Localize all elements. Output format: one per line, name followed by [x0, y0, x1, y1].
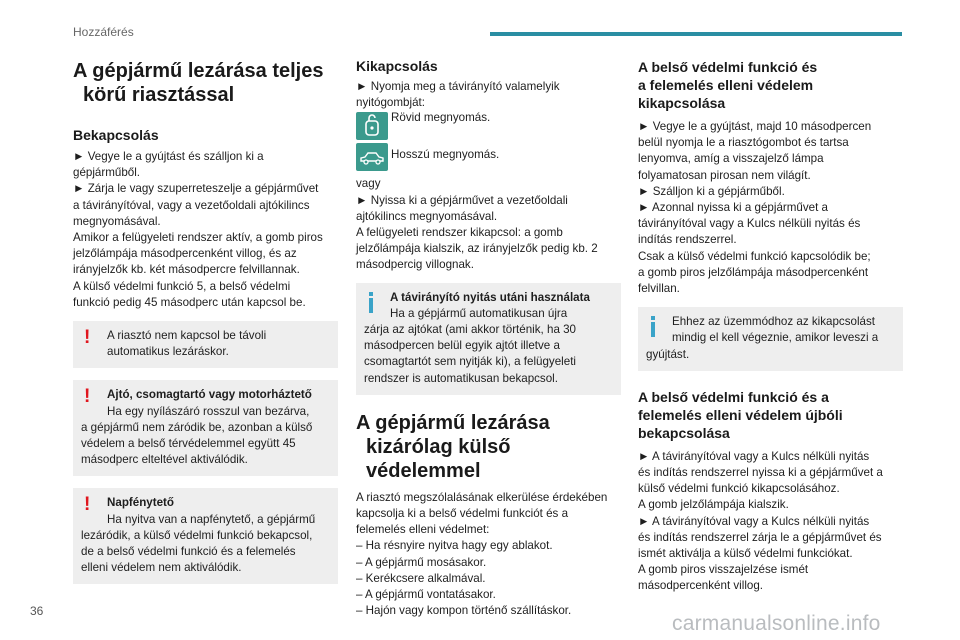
- kikapcsolas-text: ► Nyomja meg a távirányító valamelyik nyitógombját:: [356, 80, 560, 110]
- column-1: [73, 56, 338, 584]
- unlock-key-icon: [356, 112, 388, 140]
- key-short-press-label: Rövid megnyomás.: [391, 111, 491, 125]
- warning-box-remote-lock: ! A riasztó nem kapcsol be távoli automatikus lezáráskor.: [73, 321, 338, 368]
- warning-icon: !: [84, 386, 91, 408]
- info-box-remote: A távirányító nyitás utáni használata Ha a gépjármű automatikusan újra zárja az ajtókat (ami akkor történik, ha 30 másodpercen belül egyik ajtót illetve a csomagtartót sem nyitják ki), a felügyeleti rendszer is automatikusan bekapcsol.: [356, 283, 621, 395]
- page-title: A gépjármű lezárása teljes körű riasztással: [73, 60, 324, 106]
- interior-off-text: ► Vegye le a gyújtást, majd 10 másodpercen belül nyomja le a riasztógombot és tartsa lenyomva, amíg a visszajelző lámpa folyamatosan pirosan nem világít. ► Szálljon ki a gépjárműből. ► Azonnal nyissa ki a gépjárművet a távirányítóval vagy a Kulcs nélküli nyitás és indítás rendszerrel. Csak a külső védelmi funkció kapcsolódik be; a gomb piros jelzőlámpája másodpercenként felvillan.: [638, 120, 872, 296]
- info-icon: [651, 316, 655, 337]
- info-box-mode: Ehhez az üzemmódhoz az kikapcsolást mindig el kell végeznie, amikor leveszi a gyújtást.: [638, 307, 903, 371]
- kikapcsolas-text-2: vagy ► Nyissa ki a gépjárművet a vezetőoldali ajtókilincs megnyomásával. A felügyeleti rendszer kikapcsol: a gomb jelzőlámpája kialszik, az irányjelzők pedig kb. 2 másodpercig villognak.: [356, 177, 598, 272]
- key-short-press: [356, 112, 621, 142]
- page-number: 36: [30, 604, 44, 618]
- bekapcsolas-text: ► Vegye le a gyújtást és szálljon ki a gépjárműből. ► Zárja le vagy szuperreteszelje a gépjárművet a távirányítóval, vagy a vezetőoldali ajtókilincs megnyomásával. Amikor a felügyeleti rendszer aktív, a gomb piros jelzőlámpája másodpercenként villog, és az irányjelzők kb. két másodpercre felvillannak. A külső védelmi funkció 5, a belső védelmi funkció pedig 45 másodperc után kapcsol be.: [73, 150, 323, 309]
- info-icon: [369, 292, 373, 313]
- section-title-external: A gépjármű lezárása kizárólag külső védelemmel: [356, 411, 550, 482]
- key-long-press: [356, 143, 621, 173]
- warning-icon: !: [84, 327, 91, 349]
- heading-interior-on: A belső védelmi funkció és a felemelés elleni védelem újbóli bekapcsolása: [638, 388, 843, 441]
- header-accent-bar: [490, 32, 902, 36]
- watermark: carmanualsonline.info: [672, 612, 881, 635]
- heading-interior-off: A belső védelmi funkció és a felemelés elleni védelem kikapcsolása: [638, 59, 818, 111]
- heading-kikapcsolas: Kikapcsolás: [356, 58, 438, 74]
- warning-box-door: ! Ajtó, csomagtartó vagy motorháztető Ha egy nyílászáró rosszul van bezárva, a gépjármű nem záródik be, azonban a külső védelem a belső térvédelemmel együtt 45 másodperc elteltével aktiválódik.: [73, 380, 338, 476]
- heading-bekapcsolas: Bekapcsolás: [73, 127, 159, 143]
- warning-icon: !: [84, 494, 91, 516]
- column-3: [638, 56, 903, 595]
- warning-box-sunroof: ! Napfénytető Ha nyitva van a napfénytető, a gépjármű lezáródik, a külső védelmi funkció bekapcsol, de a belső védelmi funkció és a felemelés elleni védelem nem aktiválódik.: [73, 488, 338, 584]
- column-2: [356, 56, 621, 619]
- section-header: Hozzáférés: [73, 25, 134, 39]
- car-unlock-icon: [356, 143, 388, 171]
- interior-on-text: ► A távirányítóval vagy a Kulcs nélküli nyitás és indítás rendszerrel nyissa ki a gépjárművet a külső védelmi funkció kikapcsolásához. A gomb jelzőlámpája kialszik. ► A távirányítóval vagy a Kulcs nélküli nyitás és indítás rendszerrel zárja le a gépjárművet és ismét aktiválja a külső védelmi funkciókat. A gomb piros visszajelzése ismét másodpercenként villog.: [638, 449, 883, 593]
- key-long-press-label: Hosszú megnyomás.: [391, 148, 500, 162]
- external-only-text: A riasztó megszólalásának elkerülése érdekében kapcsolja ki a belső védelmi funkciót és a felemelés elleni védelmet: – Ha résnyire nyitva hagy egy ablakot. – A gépjármű mosásakor. – Kerékcsere alkalmával. – A gépjármű vontatásakor. – Hajón vagy kompon történő szállításkor.: [356, 490, 608, 618]
